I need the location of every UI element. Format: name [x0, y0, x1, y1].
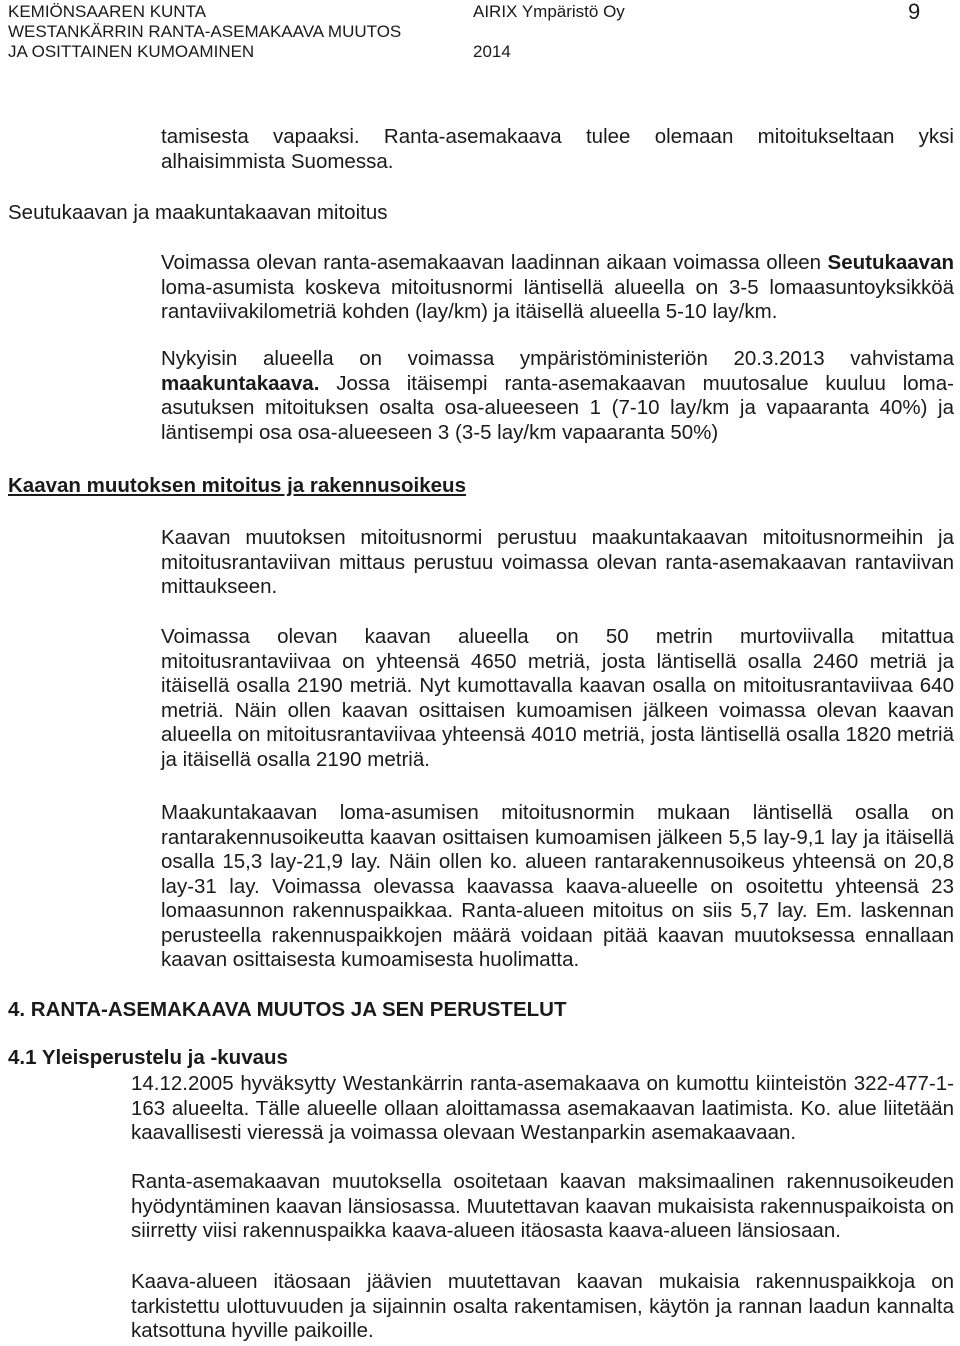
paragraph-mitoitusnormi: Kaavan muutoksen mitoitusnormi perustuu maakuntakaavan mitoitusnormeihin ja mitoitusrantaviivan mittaus perustuu voimassa olevan ranta-asemakaavan rantaviivan mittaukseen.	[161, 526, 954, 598]
bold-seutukaavan: Seutukaavan	[827, 251, 954, 274]
header-company: AIRIX Ympäristö Oy	[473, 2, 625, 21]
page-number: 9	[908, 0, 921, 24]
section-heading-4-1: 4.1 Yleisperustelu ja -kuvaus	[8, 1046, 288, 1069]
section-heading-seutukaava: Seutukaavan ja maakuntakaavan mitoitus	[8, 201, 388, 224]
paragraph-maakuntakaava: Nykyisin alueella on voimassa ympäristöministeriön 20.3.2013 vahvistama maakuntakaava. Jossa itäisempi ranta-asemakaavan muutosalue kuuluu loma-asutuksen mitoituksen osalta osa-alueeseen 1 (7-10 lay/km ja vapaaranta 40%) ja läntisempi osa osa-alueeseen 3 (3-5 lay/km vapaaranta 50%)	[161, 347, 954, 444]
paragraph-rakennusoikeuden-hyodyntaminen: Ranta-asemakaavan muutoksella osoitetaan kaavan maksimaalinen rakennusoikeuden hyödyntäminen kaavan länsiosassa. Muutettavan kaavan mukaisista rakennuspaikoista on siirretty viisi rakennuspaikka kaava-alueen itäosasta kaava-alueen länsiosaan.	[131, 1170, 954, 1242]
chapter-heading-4: 4. RANTA-ASEMAKAAVA MUUTOS JA SEN PERUSTELUT	[8, 998, 567, 1021]
header-plan-subtitle: JA OSITTAINEN KUMOAMINEN	[8, 42, 255, 61]
paragraph-kumottu: 14.12.2005 hyväksytty Westankärrin ranta-asemakaava on kumottu kiinteistön 322-477-1-163 alueelta. Tälle alueelle ollaan aloittamassa asemakaavan laatimista. Ko. alue liitetään kaavallisesti vieressä ja voimassa olevaan Westanparkin asemakaavaan.	[131, 1072, 954, 1144]
paragraph-seutukaava: Voimassa olevan ranta-asemakaavan laadinnan aikaan voimassa olleen Seutukaavan loma-asumista koskeva mitoitusnormi läntisellä alueella on 3-5 lomaasuntoyksikköä rantaviivakilometriä kohden (lay/km) ja itäisellä alueella 5-10 lay/km.	[161, 251, 954, 323]
document-header	[8, 2, 401, 62]
header-year: 2014	[473, 42, 511, 61]
intro-paragraph: tamisesta vapaaksi. Ranta-asemakaava tulee olemaan mitoitukseltaan yksi alhaisimmista Suomessa.	[161, 125, 954, 173]
header-plan-title: WESTANKÄRRIN RANTA-ASEMAKAAVA MUUTOS	[8, 22, 402, 41]
header-municipality: KEMIÖNSAAREN KUNTA	[8, 2, 207, 21]
paragraph-rakennusoikeus: Maakuntakaavan loma-asumisen mitoitusnormin mukaan läntisellä osalla on rantarakennusoikeutta kaavan osittaisen kumoamisen jälkeen 5,5 lay-9,1 lay ja itäisellä osalla 15,3 lay-21,9 lay. Näin ollen ko. alueen rantarakennusoikeus yhteensä on 20,8 lay-31 lay. Voimassa olevassa kaavassa kaava-alueelle on osoitettu yhteensä 23 lomaasunnon rakennuspaikkaa. Ranta-alueen mitoitus on siis 5,7 lay. Em. laskennan perusteella rakennuspaikkojen määrä voidaan pitää kaavan muutoksessa ennallaan kaavan osittaisesta kumoamisesta huolimatta.	[161, 801, 954, 971]
paragraph-itaosa: Kaava-alueen itäosaan jäävien muutettavan kaavan mukaisia rakennuspaikkoja on tarkistettu ulottuvuuden ja sijainnin osalta rakentamisen, käytön ja rannan laadun kannalta katsottuna hyville paikoille.	[131, 1270, 954, 1342]
paragraph-rantaviiva: Voimassa olevan kaavan alueella on 50 metrin murtoviivalla mitattua mitoitusrantaviivaa on yhteensä 4650 metriä, josta läntisellä osalla 2460 metriä ja itäisellä osalla 2190 metriä. Nyt kumottavalla kaavan osalla on mitoitusrantaviivaa 640 metriä. Näin ollen kaavan osittaisen kumoamisen jälkeen voimassa olevan kaavan alueella on mitoitusrantaviivaa yhteensä 4010 metriä, josta läntisellä osalla 1820 metriä ja itäisellä osalla 2190 metriä.	[161, 625, 954, 771]
bold-maakuntakaava: maakuntakaava.	[161, 371, 320, 395]
section-heading-mitoitus: Kaavan muutoksen mitoitus ja rakennusoikeus	[8, 474, 466, 497]
